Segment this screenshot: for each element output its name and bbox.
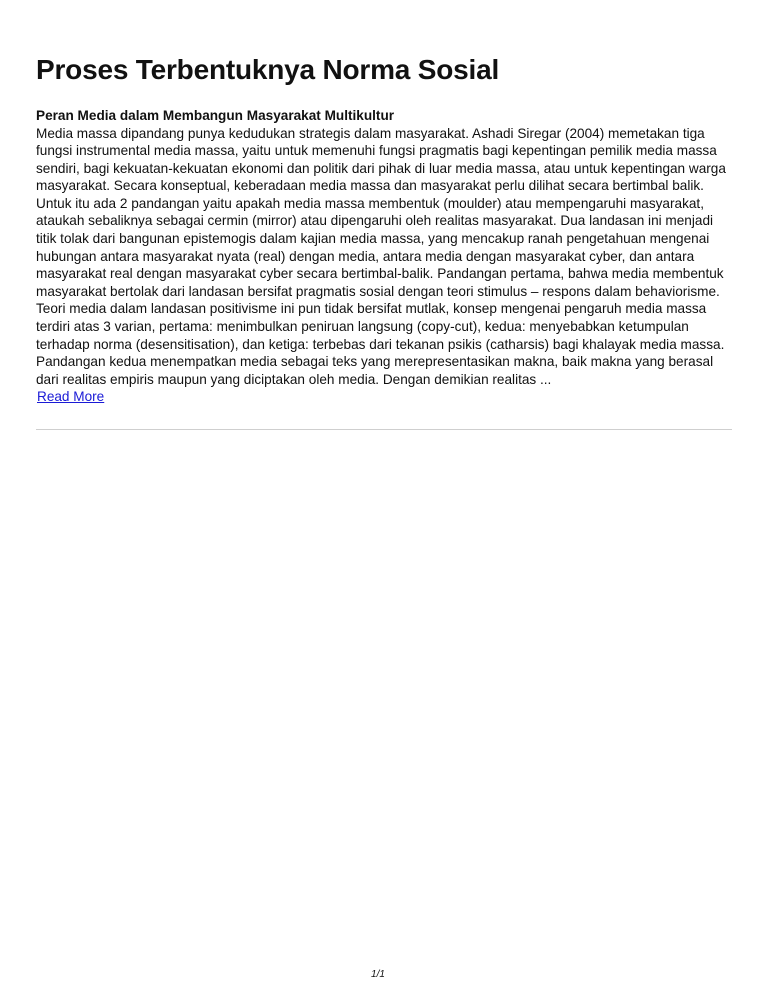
- divider: [36, 429, 732, 430]
- page-number: 1/1: [371, 969, 385, 980]
- page-title: Proses Terbentuknya Norma Sosial: [36, 54, 500, 85]
- article-body: Media massa dipandang punya kedudukan strategis dalam masyarakat. Ashadi Siregar (2004) memetakan tiga fungsi instrumental media massa, yaitu untuk memenuhi fungsi pragmatis bagi kepentingan pemilik media massa sendiri, bagi kekuatan-kekuatan ekonomi dan politik dari pihak di luar media massa, atau untuk kepentingan warga masyarakat. Secara konseptual, keberadaan media massa dan masyarakat perlu dilihat secara bertimbal balik. Untuk itu ada 2 pandangan yaitu apakah media massa membentuk (moulder) atau mempengaruhi masyarakat, ataukah sebaliknya sebagai cermin (mirror) atau dipengaruhi oleh realitas masyarakat. Dua landasan ini menjadi titik tolak dari bangunan epistemogis dalam kajian media massa, yang mencakup ranah pengetahuan mengenai hubungan antara masyarakat nyata (real) dengan media, antara media dengan masyarakat cyber, dan antara masyarakat real dengan masyarakat cyber secara bertimbal-balik. Pandangan pertama, bahwa media membentuk masyarakat bertolak dari landasan bersifat pragmatis sosial dengan teori stimulus – respons dalam behaviorisme. Teori media dalam landasan positivisme ini pun tidak bersifat mutlak, konsep mengenai pengaruh media massa terdiri atas 3 varian, pertama: menimbulkan peniruan langsung (copy-cut), kedua: menyebabkan ketumpulan terhadap norma (desensitisation), dan ketiga: terbebas dari tekanan psikis (catharsis) bagi khalayak media massa. Pandangan kedua menempatkan media sebagai teks yang merepresentasikan makna, baik makna yang berasal dari realitas empiris maupun yang diciptakan oleh media. Dengan demikian realitas ...: [36, 125, 726, 387]
- article-entry: [36, 107, 732, 406]
- read-more-link[interactable]: Read More: [37, 389, 105, 405]
- article-heading: Peran Media dalam Membangun Masyarakat Multikultur: [36, 108, 395, 123]
